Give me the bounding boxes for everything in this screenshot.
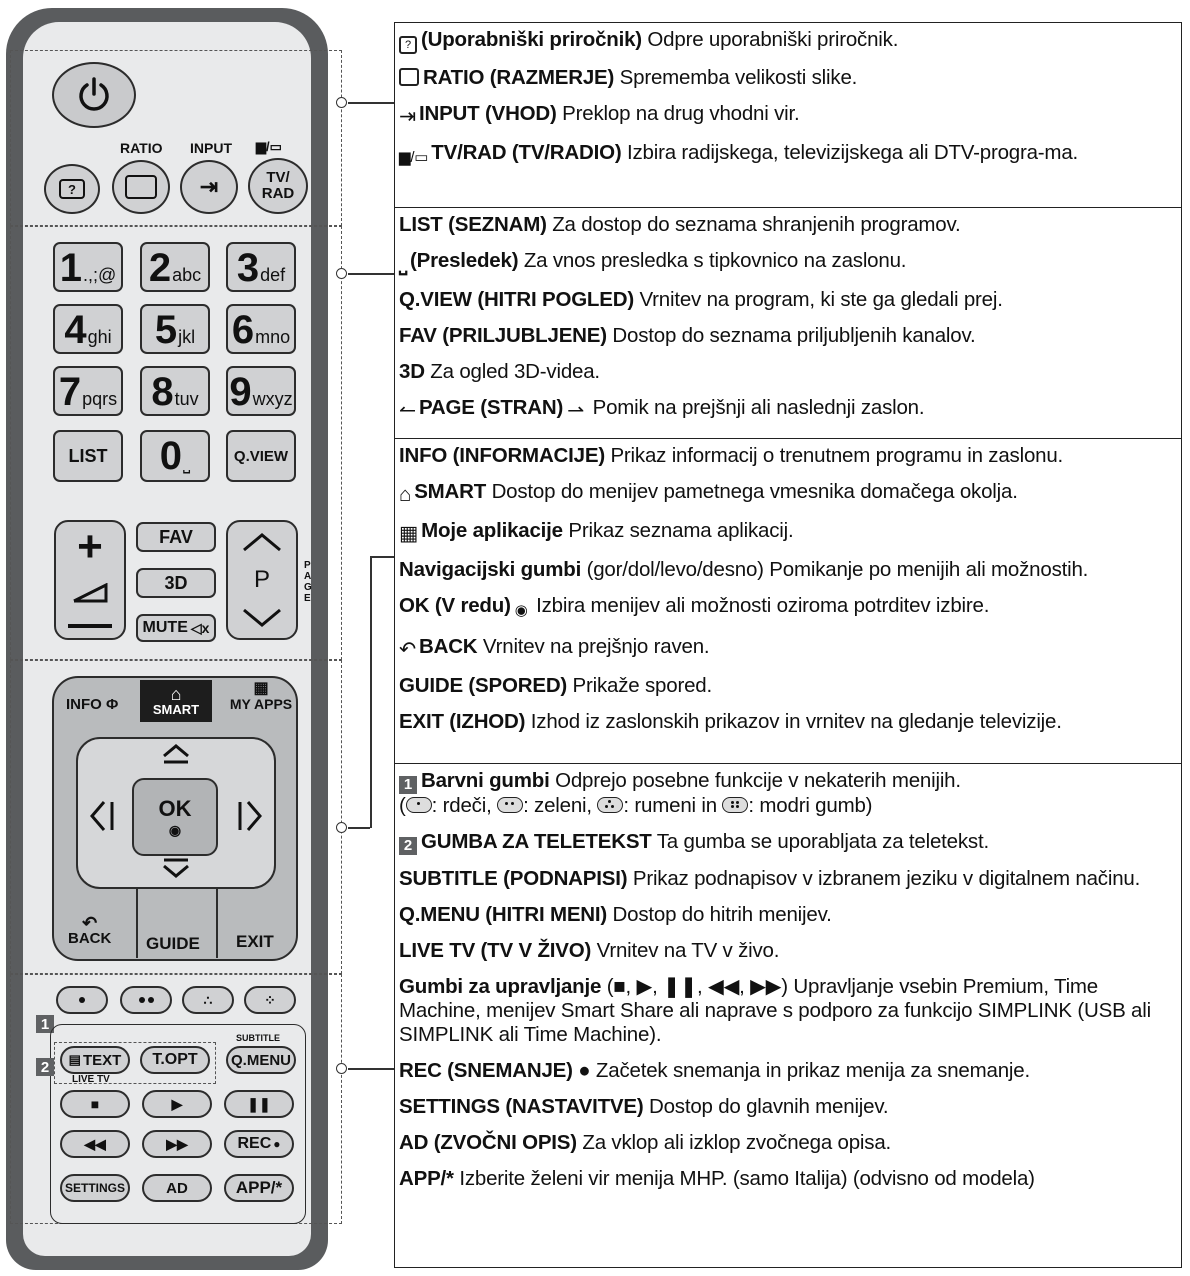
text-icon: ▤ xyxy=(68,1052,81,1067)
desc-livetv xyxy=(395,934,1181,970)
desc-livetv-text: Vrnitev na TV v živo. xyxy=(591,939,780,962)
blue-button-dots: ⁘ xyxy=(264,991,276,1008)
rec-button[interactable] xyxy=(224,1130,294,1158)
user-guide-button[interactable] xyxy=(44,164,100,214)
number-4-digit: 4 xyxy=(64,308,87,352)
leader-line-4 xyxy=(348,1068,394,1070)
green-button-icon xyxy=(497,797,523,813)
number-8-button[interactable] xyxy=(140,366,210,416)
desc-color-buttons: 1 Barvni gumbi Odprejo posebne funkcije v nekaterih menijih. ( : rdeči, : zeleni, : rumeni in : modri gumb) xyxy=(399,769,961,817)
red-button-dot xyxy=(79,997,85,1003)
desc-ad-text: Za vklop ali izklop zvočnega opisa. xyxy=(576,1131,892,1154)
leader-dot-2 xyxy=(336,268,347,279)
number-2-letters: abc xyxy=(172,265,202,285)
back-button[interactable] xyxy=(68,913,112,947)
info-label: INFO xyxy=(66,696,102,713)
number-0-digit: 0 xyxy=(159,434,183,478)
volume-down-icon xyxy=(68,624,112,628)
play-icon: ▶ xyxy=(171,1095,183,1112)
desc-control xyxy=(395,970,1181,1054)
desc-qmenu-title: Q.MENU (HITRI MENI) xyxy=(399,903,608,926)
leader-line-2 xyxy=(348,273,394,275)
ratio-icon xyxy=(399,68,419,86)
qmenu-button[interactable]: Q.MENU xyxy=(226,1046,296,1074)
number-1-letters: .,;@ xyxy=(82,265,117,285)
smart-button[interactable] xyxy=(140,680,212,722)
blue-button-icon xyxy=(722,797,748,813)
desc-control-title: Gumbi za upravljanje xyxy=(399,975,602,998)
desc-3d xyxy=(395,355,1181,391)
green-button-dot xyxy=(148,997,154,1003)
description-box-navigation xyxy=(394,438,1182,764)
desc-back-text: Vrnitev na prejšnjo raven. xyxy=(477,635,710,658)
back-icon: ↶ xyxy=(82,913,98,933)
blue-button[interactable] xyxy=(244,986,296,1014)
desc-smart xyxy=(395,475,1181,514)
desc-settings xyxy=(395,1090,1181,1126)
desc-list-text: Za dostop do seznama shranjenih programov. xyxy=(546,213,961,236)
fastforward-button[interactable] xyxy=(142,1130,212,1158)
desc-ok-title: OK (V redu) xyxy=(399,594,511,617)
desc-user-guide-title: (Uporabniški priročnik) xyxy=(421,28,642,51)
number-5-button[interactable] xyxy=(140,304,210,354)
power-icon xyxy=(74,75,114,115)
nav-divider-left xyxy=(136,888,138,958)
description-box-numbers xyxy=(394,207,1182,439)
rec-label: REC xyxy=(237,1135,272,1152)
desc-apps xyxy=(395,514,1181,553)
green-button[interactable] xyxy=(120,986,172,1014)
space-glyph: ⎵ xyxy=(183,453,191,473)
apps-grid-icon: ▦ xyxy=(253,680,269,697)
tvrad-bottom-label: RAD xyxy=(261,185,295,202)
volume-up-icon: + xyxy=(77,522,103,572)
number-6-letters: mno xyxy=(255,327,291,347)
desc-exit xyxy=(395,705,1181,741)
app-button[interactable]: APP/* xyxy=(224,1174,294,1202)
guide-button[interactable]: GUIDE xyxy=(146,934,200,953)
desc-app-title: APP/* xyxy=(399,1167,454,1190)
desc-smart-title: SMART xyxy=(414,480,487,503)
desc-3d-text: Za ogled 3D-videa. xyxy=(424,360,600,383)
desc-apps-title: Moje aplikacije xyxy=(421,519,563,542)
back-label: BACK xyxy=(68,930,112,947)
ratio-label: RATIO xyxy=(120,140,163,156)
number-3-letters: def xyxy=(260,265,286,285)
space-icon: ⎵ xyxy=(399,252,407,275)
mute-icon: ◁x xyxy=(190,619,210,636)
desc-list-title: LIST (SEZNAM) xyxy=(399,213,547,236)
tvrad-button[interactable] xyxy=(248,158,308,214)
desc-ratio-title: RATIO (RAZMERJE) xyxy=(423,66,615,89)
badge-2: 2 xyxy=(36,1058,54,1076)
power-button[interactable] xyxy=(52,62,136,128)
desc-apps-text: Prikaz seznama aplikacij. xyxy=(562,519,794,542)
desc-nav-title: Navigacijski gumbi xyxy=(399,558,582,581)
text-label: TEXT xyxy=(82,1051,122,1069)
desc-qview-text: Vrnitev na program, ki ste ga gledali prej. xyxy=(633,288,1003,311)
desc-ratio xyxy=(395,61,1181,97)
livetv-label: LIVE TV xyxy=(72,1074,110,1085)
leader-line-1 xyxy=(348,102,394,104)
program-p-label: P xyxy=(253,566,270,593)
number-0-button[interactable] xyxy=(140,430,210,482)
desc-teletext xyxy=(395,825,1181,862)
green-button-dot xyxy=(139,997,145,1003)
desc-color-text: Odprejo posebne funkcije v nekaterih menijih. xyxy=(549,769,961,792)
desc-color-title: Barvni gumbi xyxy=(421,769,550,792)
qview-button[interactable]: Q.VIEW xyxy=(226,430,296,482)
desc-page-text: Pomik na prejšnji ali naslednji zaslon. xyxy=(587,396,925,419)
desc-smart-text: Dostop do menijev pametnega vmesnika domačega okolja. xyxy=(486,480,1018,503)
ok-icon: ◉ xyxy=(168,821,182,838)
leader-dot-3 xyxy=(336,822,347,833)
myapps-label: MY APPS xyxy=(229,696,293,712)
desc-qmenu xyxy=(395,898,1181,934)
tvrad-top-label: TV/ xyxy=(266,169,290,186)
number-6-button[interactable] xyxy=(226,304,296,354)
desc-tvrad xyxy=(395,136,1181,177)
desc-fav xyxy=(395,319,1181,355)
ratio-icon xyxy=(125,175,157,199)
desc-guide-text: Prikaže spored. xyxy=(567,674,712,697)
desc-space xyxy=(395,244,1181,283)
desc-subtitle xyxy=(395,862,1181,898)
desc-ad-title: AD (ZVOČNI OPIS) xyxy=(399,1131,577,1154)
nav-left-icon[interactable] xyxy=(88,798,116,839)
desc-teletext-title: GUMBA ZA TELETEKST xyxy=(421,830,652,853)
page-right-icon: ⇀ xyxy=(567,399,585,422)
desc-teletext-badge: 2 xyxy=(399,837,417,855)
number-1-digit: 1 xyxy=(59,246,82,290)
home-icon: ⌂ xyxy=(399,483,412,506)
desc-list xyxy=(395,208,1181,244)
number-4-letters: ghi xyxy=(87,327,112,347)
desc-subtitle-text: Prikaz podnapisov v izbranem jeziku v digitalnem načinu. xyxy=(627,867,1141,890)
3d-button[interactable]: 3D xyxy=(136,568,216,598)
stop-icon: ■ xyxy=(90,1096,100,1112)
desc-info xyxy=(395,439,1181,475)
number-7-button[interactable] xyxy=(53,366,123,416)
leader-dot-1 xyxy=(336,97,347,108)
fav-button[interactable]: FAV xyxy=(136,522,216,552)
exit-button[interactable]: EXIT xyxy=(236,932,274,951)
number-9-letters: wxyz xyxy=(252,389,293,409)
info-button[interactable] xyxy=(66,696,118,713)
input-icon: ⇥ xyxy=(199,174,219,199)
desc-info-title: INFO (INFORMACIJE) xyxy=(399,444,605,467)
desc-rec-title: REC (SNEMANJE) xyxy=(399,1059,573,1082)
red-button[interactable] xyxy=(56,986,108,1014)
program-up-icon xyxy=(240,532,284,552)
desc-input-text: Preklop na drug vhodni vir. xyxy=(556,102,800,125)
badge-1: 1 xyxy=(36,1015,54,1033)
number-6-digit: 6 xyxy=(231,308,255,352)
apps-grid-icon: ▦ xyxy=(399,522,419,545)
desc-page-title: PAGE (STRAN) xyxy=(418,396,564,419)
desc-nav-text: (gor/dol/levo/desno) Pomikanje po menijih ali možnostih. xyxy=(581,558,1089,581)
program-rocker[interactable] xyxy=(226,520,298,640)
ad-button[interactable]: AD xyxy=(142,1174,212,1202)
number-4-button[interactable] xyxy=(53,304,123,354)
desc-app-text: Izberite želeni vir menija MHP. (samo Italija) (odvisno od modela) xyxy=(453,1167,1035,1190)
desc-exit-title: EXIT (IZHOD) xyxy=(399,710,526,733)
desc-color-blue: : modri gumb) xyxy=(748,794,873,817)
desc-page xyxy=(395,391,1181,430)
desc-ok-text: Izbira menijev ali možnosti oziroma potrditev izbire. xyxy=(530,594,990,617)
tvrad-icon-label: ▆/▭ xyxy=(256,139,282,154)
desc-color-badge: 1 xyxy=(399,776,417,794)
leader-dot-4 xyxy=(336,1063,347,1074)
desc-rec xyxy=(395,1054,1181,1090)
desc-color-yellow: : rumeni in xyxy=(623,794,723,817)
desc-app xyxy=(395,1162,1181,1198)
input-button[interactable] xyxy=(180,160,238,214)
home-icon: ⌂ xyxy=(170,683,182,704)
yellow-button-dots: ∴ xyxy=(203,991,213,1008)
desc-qmenu-text: Dostop do hitrih menijev. xyxy=(607,903,832,926)
pause-icon: ❚❚ xyxy=(247,1095,271,1112)
yellow-button-icon xyxy=(597,797,623,813)
number-7-digit: 7 xyxy=(58,370,82,414)
info-icon: Φ xyxy=(106,696,119,713)
desc-input-title: INPUT (VHOD) xyxy=(418,102,557,125)
number-9-digit: 9 xyxy=(229,370,252,414)
myapps-button[interactable] xyxy=(226,682,296,712)
nav-right-icon[interactable] xyxy=(236,798,264,839)
play-button[interactable] xyxy=(142,1090,212,1118)
desc-user-guide-text: Odpre uporabniški priročnik. xyxy=(641,28,899,51)
desc-ratio-text: Sprememba velikosti slike. xyxy=(614,66,858,89)
desc-settings-text: Dostop do glavnih menijev. xyxy=(643,1095,889,1118)
desc-qview-title: Q.VIEW (HITRI POGLED) xyxy=(399,288,634,311)
number-2-digit: 2 xyxy=(148,246,172,290)
rec-dot-icon: ● xyxy=(273,1137,281,1151)
desc-guide-title: GUIDE (SPORED) xyxy=(399,674,568,697)
leader-line-3a xyxy=(348,827,370,829)
desc-back xyxy=(395,630,1181,669)
user-guide-icon: ? xyxy=(399,36,417,54)
user-guide-icon: ? xyxy=(59,179,85,199)
leader-line-3c xyxy=(370,556,394,558)
nav-down-icon[interactable] xyxy=(160,858,192,885)
desc-user-guide xyxy=(395,23,1181,61)
rewind-button[interactable] xyxy=(60,1130,130,1158)
desc-ok xyxy=(395,589,1181,630)
desc-rec-text: ● Začetek snemanja in prikaz menija za snemanje. xyxy=(572,1059,1030,1082)
smart-label: SMART xyxy=(152,701,200,717)
desc-control-symbols: (■, ▶, ❚❚, ◀◀, ▶▶) xyxy=(601,975,788,998)
number-5-digit: 5 xyxy=(154,308,178,352)
desc-input xyxy=(395,97,1181,136)
desc-subtitle-title: SUBTITLE (PODNAPISI) xyxy=(399,867,628,890)
number-3-digit: 3 xyxy=(236,246,260,290)
desc-fav-title: FAV (PRILJUBLJENE) xyxy=(399,324,607,347)
yellow-button[interactable] xyxy=(182,986,234,1014)
list-button[interactable]: LIST xyxy=(53,430,123,482)
description-box-bottom xyxy=(394,763,1182,1268)
number-8-digit: 8 xyxy=(151,370,174,414)
number-8-letters: tuv xyxy=(174,389,199,409)
leader-line-3b xyxy=(370,556,372,828)
back-icon: ↶ xyxy=(399,638,416,661)
page-side-label: PAGE xyxy=(304,560,312,604)
nav-up-icon[interactable] xyxy=(160,740,192,771)
desc-3d-title: 3D xyxy=(399,360,425,383)
subtitle-label: SUBTITLE xyxy=(236,1033,280,1043)
description-box-top xyxy=(394,22,1182,208)
desc-qview xyxy=(395,283,1181,319)
number-3-button[interactable] xyxy=(226,242,296,292)
desc-nav xyxy=(395,553,1181,589)
desc-back-title: BACK xyxy=(418,635,478,658)
desc-exit-text: Izhod iz zaslonskih prikazov in vrnitev na gledanje televizije. xyxy=(525,710,1062,733)
pause-button[interactable] xyxy=(224,1090,294,1118)
page-left-icon: ↼ xyxy=(399,399,416,422)
tvrad-icon: ▆/▭ xyxy=(399,149,429,166)
nav-divider-right xyxy=(216,888,218,958)
number-7-letters: pqrs xyxy=(82,389,118,409)
ok-icon: ◉ xyxy=(514,602,528,619)
number-5-letters: jkl xyxy=(178,327,196,347)
desc-space-title: (Presledek) xyxy=(410,249,519,272)
desc-control-text: Upravljanje vsebin Premium, Time Machine, menijev Smart Share ali naprave s podporo za funkcijo SIMPLINK (USB ali SIMPLINK ali Time Machine). xyxy=(399,975,1151,1046)
desc-space-text: Za vnos presledka s tipkovnico na zaslonu. xyxy=(518,249,907,272)
desc-teletext-text: Ta gumba se uporabljata za teletekst. xyxy=(651,830,989,853)
number-9-button[interactable] xyxy=(226,366,296,416)
settings-button[interactable]: SETTINGS xyxy=(60,1174,130,1202)
text-button[interactable] xyxy=(60,1046,130,1074)
desc-tvrad-title: TV/RAD (TV/RADIO) xyxy=(431,141,622,164)
ratio-button[interactable] xyxy=(112,160,170,214)
fastforward-icon: ▶▶ xyxy=(166,1135,188,1152)
desc-info-text: Prikaz informacij o trenutnem programu in zaslonu. xyxy=(604,444,1064,467)
stop-button[interactable] xyxy=(60,1090,130,1118)
desc-color-green: : zeleni, xyxy=(523,794,598,817)
number-1-button[interactable] xyxy=(53,242,123,292)
program-down-icon xyxy=(240,608,284,628)
desc-ad xyxy=(395,1126,1181,1162)
desc-color-red: : rdeči, xyxy=(431,794,498,817)
input-icon: ⇥ xyxy=(399,105,416,128)
desc-guide xyxy=(395,669,1181,705)
mute-label: MUTE xyxy=(142,619,188,636)
topt-button[interactable]: T.OPT xyxy=(140,1046,210,1074)
number-2-button[interactable] xyxy=(140,242,210,292)
input-label: INPUT xyxy=(190,140,232,156)
red-button-icon xyxy=(406,797,432,813)
mute-button[interactable] xyxy=(136,614,216,642)
volume-rocker[interactable] xyxy=(54,520,126,640)
desc-settings-title: SETTINGS (NASTAVITVE) xyxy=(399,1095,644,1118)
rewind-icon: ◀◀ xyxy=(84,1135,106,1152)
ok-label: OK xyxy=(158,795,192,821)
desc-tvrad-text: Izbira radijskega, televizijskega ali DTV-progra-ma. xyxy=(621,141,1079,164)
desc-livetv-title: LIVE TV (TV V ŽIVO) xyxy=(399,939,592,962)
desc-fav-text: Dostop do seznama priljubljenih kanalov. xyxy=(606,324,976,347)
ok-button[interactable] xyxy=(132,778,218,856)
volume-ramp-icon xyxy=(70,583,110,603)
